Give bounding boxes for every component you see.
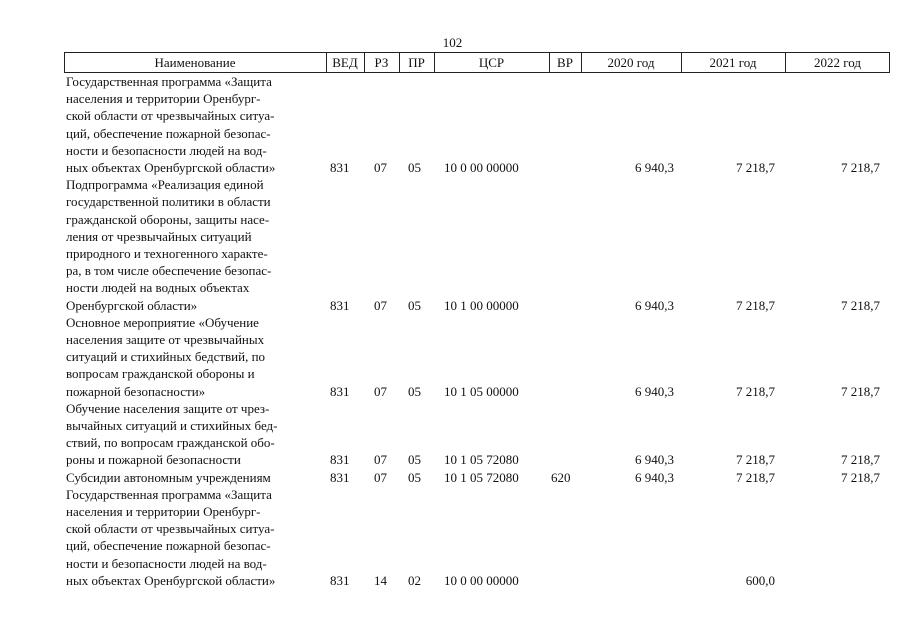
cell-ved: 831 xyxy=(330,160,350,176)
cell-ved: 831 xyxy=(330,572,350,588)
cell-2022: 7 218,7 xyxy=(841,160,880,176)
cell-ved: 831 xyxy=(330,469,350,485)
cell-2020: 6 940,3 xyxy=(635,383,674,399)
cell-csr: 10 0 00 00000 xyxy=(444,572,519,588)
cell-2022: 7 218,7 xyxy=(841,383,880,399)
cell-ved: 831 xyxy=(330,383,350,399)
table-body xyxy=(0,73,905,589)
cell-2021: 7 218,7 xyxy=(736,383,775,399)
table-header xyxy=(64,52,890,73)
header-csr: ЦСР xyxy=(478,55,505,70)
cell-pr: 05 xyxy=(408,383,421,399)
cell-pr: 05 xyxy=(408,297,421,313)
table-row xyxy=(0,176,905,314)
cell-rz: 07 xyxy=(374,297,387,313)
header-2022: 2022 год xyxy=(814,55,861,70)
cell-csr: 10 0 00 00000 xyxy=(444,160,519,176)
cell-csr: 10 1 05 00000 xyxy=(444,383,519,399)
cell-rz: 07 xyxy=(374,160,387,176)
cell-vr: 620 xyxy=(551,469,571,485)
header-2021: 2021 год xyxy=(709,55,757,70)
header-ved: ВЕД xyxy=(332,55,358,70)
cell-pr: 05 xyxy=(408,452,421,468)
cell-2021: 600,0 xyxy=(745,572,775,588)
cell-2022: 7 218,7 xyxy=(841,469,880,485)
cell-2022: 7 218,7 xyxy=(841,452,880,468)
cell-2021: 7 218,7 xyxy=(736,160,775,176)
cell-csr: 10 1 05 72080 xyxy=(444,452,519,468)
table-row xyxy=(0,486,905,589)
cell-2021: 7 218,7 xyxy=(736,452,775,468)
cell-ved: 831 xyxy=(330,297,350,313)
cell-csr: 10 1 05 72080 xyxy=(444,469,519,485)
row-name: Подпрограмма «Реализация единой государственной политики в области гражданской обороны, защиты насе- ления от чрезвычайных ситуаций природного и техногенного характе- ра, в том числе обеспечение безопас- ности людей на водных объектах Оренбургской области» xyxy=(66,177,272,313)
header-vr: ВР xyxy=(557,55,573,70)
cell-2020: 6 940,3 xyxy=(635,469,674,485)
table-row xyxy=(0,400,905,469)
row-name: Основное мероприятие «Обучение населения защите от чрезвычайных ситуаций и стихийных бедствий, по вопросам гражданской обороны и пожарной безопасности» xyxy=(66,314,266,399)
cell-pr: 05 xyxy=(408,469,421,485)
table-row xyxy=(0,73,905,176)
row-name: Государственная программа «Защита населения и территории Оренбург- ской области от чрезвычайных ситуа- ций, обеспечение пожарной безопас- ности и безопасности людей на вод- ных объектах Оренбургской области» xyxy=(66,486,276,588)
cell-pr: 02 xyxy=(408,572,421,588)
cell-2021: 7 218,7 xyxy=(736,297,775,313)
table-row xyxy=(0,469,905,486)
cell-rz: 14 xyxy=(374,572,387,588)
cell-rz: 07 xyxy=(374,383,387,399)
header-name: Наименование xyxy=(154,55,236,70)
cell-rz: 07 xyxy=(374,469,387,485)
cell-pr: 05 xyxy=(408,160,421,176)
header-divider xyxy=(889,53,890,72)
page-number: 102 xyxy=(442,35,463,50)
cell-2020: 6 940,3 xyxy=(635,297,674,313)
cell-2022: 7 218,7 xyxy=(841,297,880,313)
header-rz: РЗ xyxy=(374,55,389,70)
header-2020: 2020 год xyxy=(607,55,655,70)
cell-rz: 07 xyxy=(374,452,387,468)
row-name: Субсидии автономным учреждениям xyxy=(66,469,271,485)
row-name: Государственная программа «Защита населения и территории Оренбург- ской области от чрезвычайных ситуа- ций, обеспечение пожарной безопас- ности и безопасности людей на вод- ных объектах Оренбургской области» xyxy=(66,74,276,176)
cell-ved: 831 xyxy=(330,452,350,468)
table-row xyxy=(0,314,905,400)
cell-2020: 6 940,3 xyxy=(635,160,674,176)
header-pr: ПР xyxy=(408,55,425,70)
cell-csr: 10 1 00 00000 xyxy=(444,297,519,313)
row-name: Обучение населения защите от чрез- вычайных ситуаций и стихийных бед- ствий, по вопросам гражданской обо- роны и пожарной безопасности xyxy=(66,400,278,468)
cell-2020: 6 940,3 xyxy=(635,452,674,468)
cell-2021: 7 218,7 xyxy=(736,469,775,485)
